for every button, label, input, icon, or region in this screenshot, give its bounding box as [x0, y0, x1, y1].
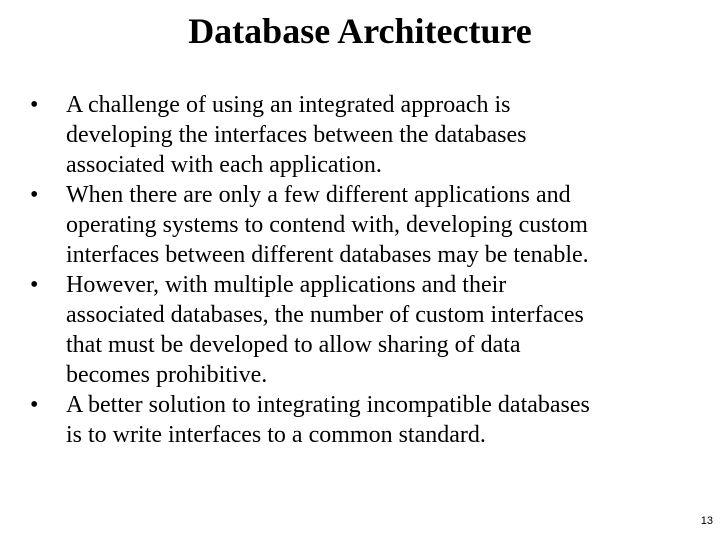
bullet-icon: •: [30, 92, 39, 118]
bullet-3-line-4: becomes prohibitive.: [66, 362, 268, 388]
bullet-4-line-2: is to write interfaces to a common standard.: [66, 422, 486, 448]
bullet-icon: •: [30, 272, 39, 298]
bullet-item-1: [30, 90, 710, 180]
bullet-3-line-1: However, with multiple applications and their: [66, 272, 507, 298]
bullet-item-4: [30, 390, 710, 450]
bullet-icon: •: [30, 392, 39, 418]
bullet-item-3: [30, 270, 710, 390]
bullet-2-line-3: interfaces between different databases may be tenable.: [66, 242, 589, 268]
bullet-2-line-2: operating systems to contend with, developing custom: [66, 212, 588, 238]
bullet-item-2: [30, 180, 710, 270]
bullet-1-line-3: associated with each application.: [66, 152, 382, 178]
bullet-2-line-1: When there are only a few different applications and: [66, 182, 571, 208]
slide-title: Database Architecture: [188, 11, 532, 51]
bullet-3-line-2: associated databases, the number of custom interfaces: [66, 302, 584, 328]
bullet-4-line-1: A better solution to integrating incompatible databases: [66, 392, 590, 418]
bullet-list: [30, 90, 710, 450]
bullet-1-line-2: developing the interfaces between the databases: [66, 122, 527, 148]
bullet-3-line-3: that must be developed to allow sharing of data: [66, 332, 521, 358]
page-number: 13: [700, 515, 713, 527]
bullet-1-line-1: A challenge of using an integrated approach is: [66, 92, 511, 118]
bullet-icon: •: [30, 182, 39, 208]
